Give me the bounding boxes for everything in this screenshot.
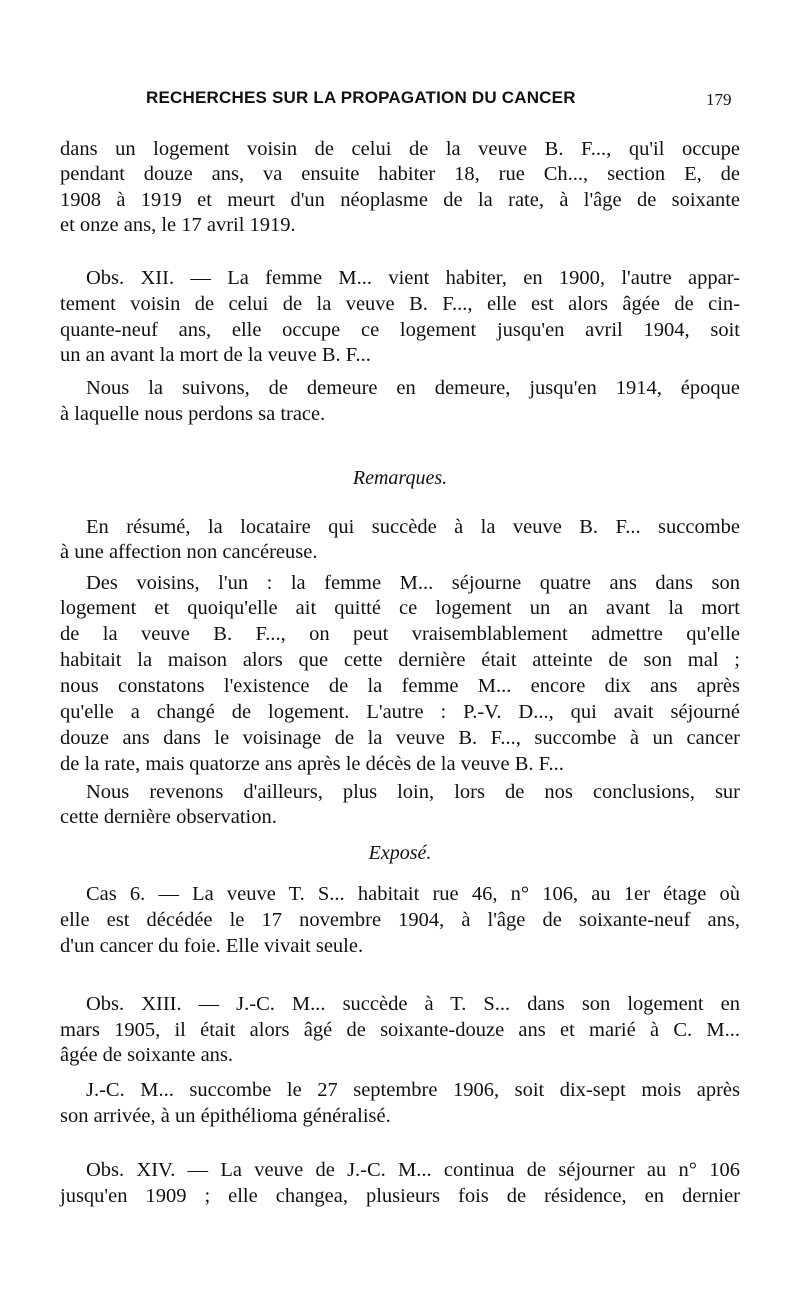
- text-line: âgée de soixante ans.: [60, 1044, 234, 1066]
- text-line: Des voisins, l'un : la femme M... séjourne quatre ans dans son: [86, 572, 740, 594]
- text-line: habitait la maison alors que cette dernière était atteinte de son mal ;: [60, 649, 740, 671]
- page-number: 179: [706, 90, 732, 109]
- text-line: elle est décédée le 17 novembre 1904, à l'âge de soixante-neuf ans,: [60, 909, 740, 931]
- text-line: et onze ans, le 17 avril 1919.: [60, 214, 296, 236]
- text-line: Obs. XIII. — J.-C. M... succède à T. S... dans son logement en: [86, 993, 740, 1015]
- text-line: qu'elle a changé de logement. L'autre : P.-V. D..., qui avait séjourné: [60, 701, 740, 723]
- text-line: Obs. XIV. — La veuve de J.-C. M... continua de séjourner au n° 106: [86, 1159, 740, 1181]
- text-line: pendant douze ans, va ensuite habiter 18, rue Ch..., section E, de: [60, 163, 740, 185]
- text-line: cette dernière observation.: [60, 806, 277, 828]
- text-line: Obs. XII. — La femme M... vient habiter, en 1900, l'autre appar-: [86, 267, 740, 289]
- text-line: de la veuve B. F..., on peut vraisemblablement admettre qu'elle: [60, 623, 740, 645]
- text-line: En résumé, la locataire qui succède à la veuve B. F... succombe: [86, 516, 740, 538]
- section-heading-remarques: Remarques.: [352, 467, 448, 489]
- text-line: douze ans dans le voisinage de la veuve B. F..., succombe à un cancer: [60, 727, 740, 749]
- text-line: logement et quoiqu'elle ait quitté ce logement un an avant la mort: [60, 597, 740, 619]
- text-line: de la rate, mais quatorze ans après le décès de la veuve B. F...: [60, 753, 564, 775]
- section-heading-expose: Exposé.: [368, 842, 432, 864]
- text-line: Nous revenons d'ailleurs, plus loin, lors de nos conclusions, sur: [86, 781, 740, 803]
- text-line: Nous la suivons, de demeure en demeure, jusqu'en 1914, époque: [86, 377, 740, 399]
- text-line: mars 1905, il était alors âgé de soixante-douze ans et marié à C. M...: [60, 1019, 740, 1041]
- text-line: jusqu'en 1909 ; elle changea, plusieurs fois de résidence, en dernier: [60, 1185, 740, 1207]
- text-line: tement voisin de celui de la veuve B. F..., elle est alors âgée de cin-: [60, 293, 740, 315]
- text-line: quante-neuf ans, elle occupe ce logement jusqu'en avril 1904, soit: [60, 319, 740, 341]
- text-line: à laquelle nous perdons sa trace.: [60, 403, 326, 425]
- text-line: dans un logement voisin de celui de la veuve B. F..., qu'il occupe: [60, 138, 740, 160]
- text-line: nous constatons l'existence de la femme M... encore dix ans après: [60, 675, 740, 697]
- text-line: un an avant la mort de la veuve B. F...: [60, 344, 371, 366]
- text-line: 1908 à 1919 et meurt d'un néoplasme de la rate, à l'âge de soixante: [60, 189, 740, 211]
- text-line: son arrivée, à un épithélioma généralisé.: [60, 1105, 391, 1127]
- text-line: d'un cancer du foie. Elle vivait seule.: [60, 935, 364, 957]
- text-line: J.-C. M... succombe le 27 septembre 1906, soit dix-sept mois après: [86, 1079, 740, 1101]
- text-line: à une affection non cancéreuse.: [60, 541, 318, 563]
- running-title: RECHERCHES SUR LA PROPAGATION DU CANCER: [146, 88, 576, 107]
- text-line: Cas 6. — La veuve T. S... habitait rue 46, n° 106, au 1er étage où: [86, 883, 740, 905]
